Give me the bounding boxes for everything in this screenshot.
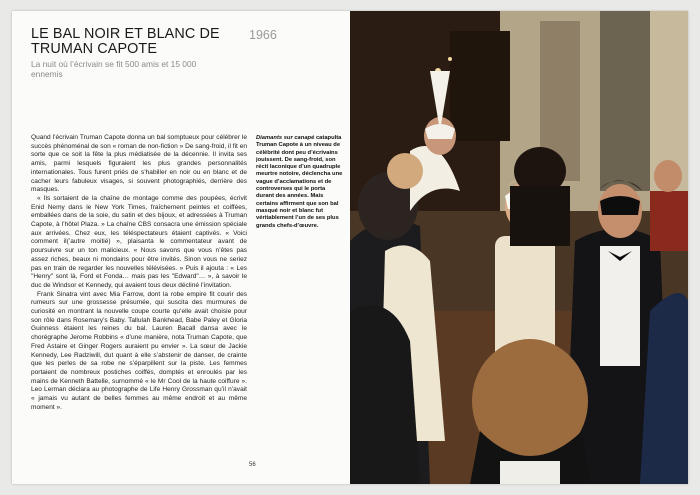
- body-paragraph: « Ils sortaient de la chaîne de montage comme des poupées, écrivit Enid Nemy dans le New York Times, fraîchement peintes et coiffées, emballées dans de la soie, du satin et des bijoux, et adressées à Truman Capote, à l’hôtel Plaza. » La chaîne CBS consacra une émission spéciale aux arrivées. Chez eux, les téléspectateurs étaient captivés. « Voici comment il(’autre moitié) », plaisanta le commentateur avant de poursuivre sur un ton malicieux. « Nous savons que vous n’êtes pas assez riches, beaux ni mondains pour être invités. Sinon vous ne seriez pas en train de regarder les nouvelles télévisées. » Puis il ajouta : « Les "Henry" sont là, Ford et Fonda… mais pas les "Edward"… », à savoir le duc de Windsor et Kennedy, qui avaient tous deux décliné l’invitation.: [31, 194, 247, 289]
- book-spread: [12, 11, 688, 484]
- left-page: [12, 11, 350, 484]
- ball-photograph-illustration: [350, 11, 688, 484]
- ball-photograph: [350, 11, 688, 484]
- photo-caption: [256, 135, 344, 230]
- body-paragraph: Quand l’écrivain Truman Capote donna un bal somptueux pour célébrer le succès phénoménal de son « roman de non-fiction » De sang-froid, il fit en sorte que ce soit la fête la plus médiatisée de la décennie. Il invita ses amis, parmi lesquels figuraient les plus grandes personnalités internationales. Tous furent priés de s’habiller en noir ou en blanc et de cacher leurs fabuleux visages, si souvent photographiés, derrière des masques.: [31, 134, 247, 194]
- caption-lead: Diamants sur canapé: [256, 135, 315, 141]
- article-year: 1966: [249, 28, 277, 42]
- caption-text: catapulta Truman Capote à un niveau de célébrité dont peu d’écrivains jouissent. De sang-froid, son récit laconique d’un quadruple meurtre notoire, déclencha une vague d’acclamations et de controverses qui le porta durant des années. Mais certains affirment que son bal masqué noir et blanc fut véritablement l’un de ses plus grands chefs-d’œuvre.: [256, 135, 343, 229]
- article-title: LE BAL NOIR ET BLANC DE TRUMAN CAPOTE: [31, 26, 220, 57]
- page-number: 56: [249, 462, 256, 468]
- body-paragraph: Frank Sinatra vint avec Mia Farrow, dont la robe empire fit courir des rumeurs sur une grossesse présumée, qui suscita des murmures de curiosité en montrant la nouvelle coupe courte qu’elle avait choisie pour son rôle dans Rosemary’s Baby. Tallulah Bankhead, Babe Paley et Gloria Guinness étaient les reines du bal. Lauren Bacall dansa avec le chorégraphe Jerome Robbins « d’une manière, nota Truman Capote, que Fred Astaire et Ginger Rogers auraient pu envier ». La sœur de Jackie Kennedy, Lee Radziwill, dut quant à elle s’abstenir de danser, de crainte que les perles de sa robe ne s’éparpillent sur la piste. Les femmes portaient de nombreux postiches coiffés, domptés et enroulés par les mains de Kenneth Battelle, surnommé « le Mr Cool de la haute coiffure ». Leo Lerman déclara au photographe de Life Henry Grossman qu’il n’avait « jamais vu autant de belles femmes au même endroit et au même moment ».: [31, 290, 247, 411]
- article-subtitle: La nuit où l’écrivain se fit 500 amis et 15 000 ennemis: [31, 59, 197, 79]
- article-body: [31, 134, 247, 413]
